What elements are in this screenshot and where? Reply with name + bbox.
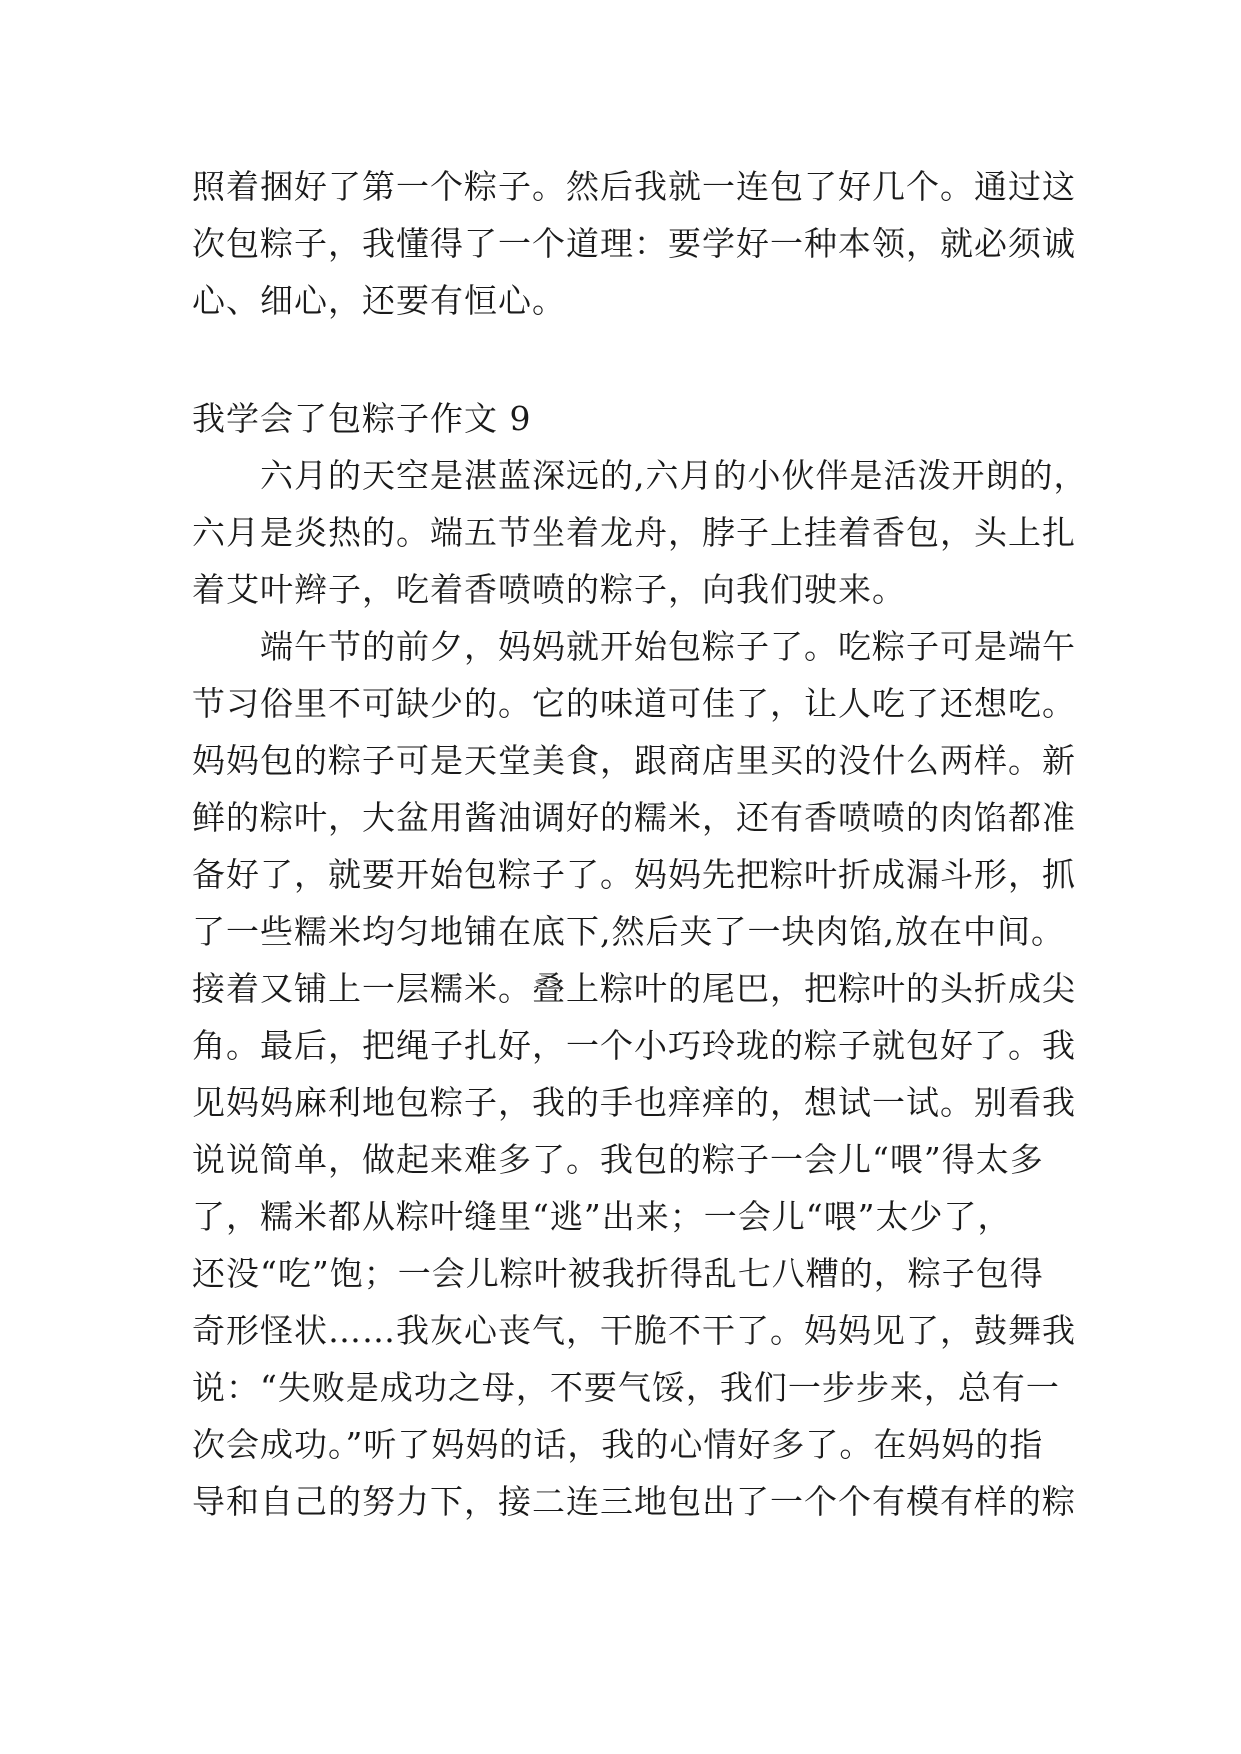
text-line: 见妈妈麻利地包粽子，我的手也痒痒的，想试一试。别看我 bbox=[192, 1083, 1076, 1122]
text-line: 次包粽子，我懂得了一个道理：要学好一种本领，就必须诚 bbox=[192, 224, 1076, 263]
text-line: 说说简单，做起来难多了。我包的粽子一会儿“喂”得太多 bbox=[192, 1140, 1044, 1179]
text-line: 了，糯米都从粽叶缝里“逃”出来；一会儿“喂”太少了， bbox=[192, 1197, 1012, 1236]
text-line: 妈妈包的粽子可是天堂美食，跟商店里买的没什么两样。新 bbox=[192, 741, 1076, 780]
text-line: 奇形怪状……我灰心丧气，干脆不干了。妈妈见了，鼓舞我 bbox=[192, 1311, 1076, 1350]
text-line: 鲜的粽叶，大盆用酱油调好的糯米，还有香喷喷的肉馅都准 bbox=[192, 798, 1076, 837]
text-line: 还没“吃”饱；一会儿粽叶被我折得乱七八糟的，粽子包得 bbox=[192, 1254, 1044, 1293]
text-line: 端午节的前夕，妈妈就开始包粽子了。吃粽子可是端午 bbox=[192, 627, 1076, 666]
text-line: 照着捆好了第一个粽子。然后我就一连包了好几个。通过这 bbox=[192, 167, 1076, 206]
text-line: 接着又铺上一层糯米。叠上粽叶的尾巴，把粽叶的头折成尖 bbox=[192, 969, 1076, 1008]
text-line: 次会成功。”听了妈妈的话，我的心情好多了。在妈妈的指 bbox=[192, 1425, 1044, 1464]
text-line: 了一些糯米均匀地铺在底下,然后夹了一块肉馅,放在中间。 bbox=[192, 912, 1065, 951]
previous-essay-ending bbox=[192, 158, 1076, 329]
text-line: 说：“失败是成功之母，不要气馁，我们一步步来，总有一 bbox=[192, 1368, 1060, 1407]
text-line: 节习俗里不可缺少的。它的味道可佳了，让人吃了还想吃。 bbox=[192, 684, 1076, 723]
text-line: 导和自己的努力下，接二连三地包出了一个个有模有样的粽 bbox=[192, 1482, 1076, 1521]
text-line: 六月是炎热的。端五节坐着龙舟，脖子上挂着香包，头上扎 bbox=[192, 513, 1076, 552]
essay-title: 我学会了包粽子作文 9 bbox=[192, 399, 532, 438]
text-line: 着艾叶辫子，吃着香喷喷的粽子，向我们驶来。 bbox=[192, 570, 906, 609]
text-line: 六月的天空是湛蓝深远的,六月的小伙伴是活泼开朗的， bbox=[192, 456, 1088, 495]
essay-body bbox=[192, 447, 1088, 1530]
text-line: 角。最后，把绳子扎好，一个小巧玲珑的粽子就包好了。我 bbox=[192, 1026, 1076, 1065]
text-line: 备好了，就要开始包粽子了。妈妈先把粽叶折成漏斗形，抓 bbox=[192, 855, 1076, 894]
text-line: 心、细心，还要有恒心。 bbox=[192, 281, 566, 320]
